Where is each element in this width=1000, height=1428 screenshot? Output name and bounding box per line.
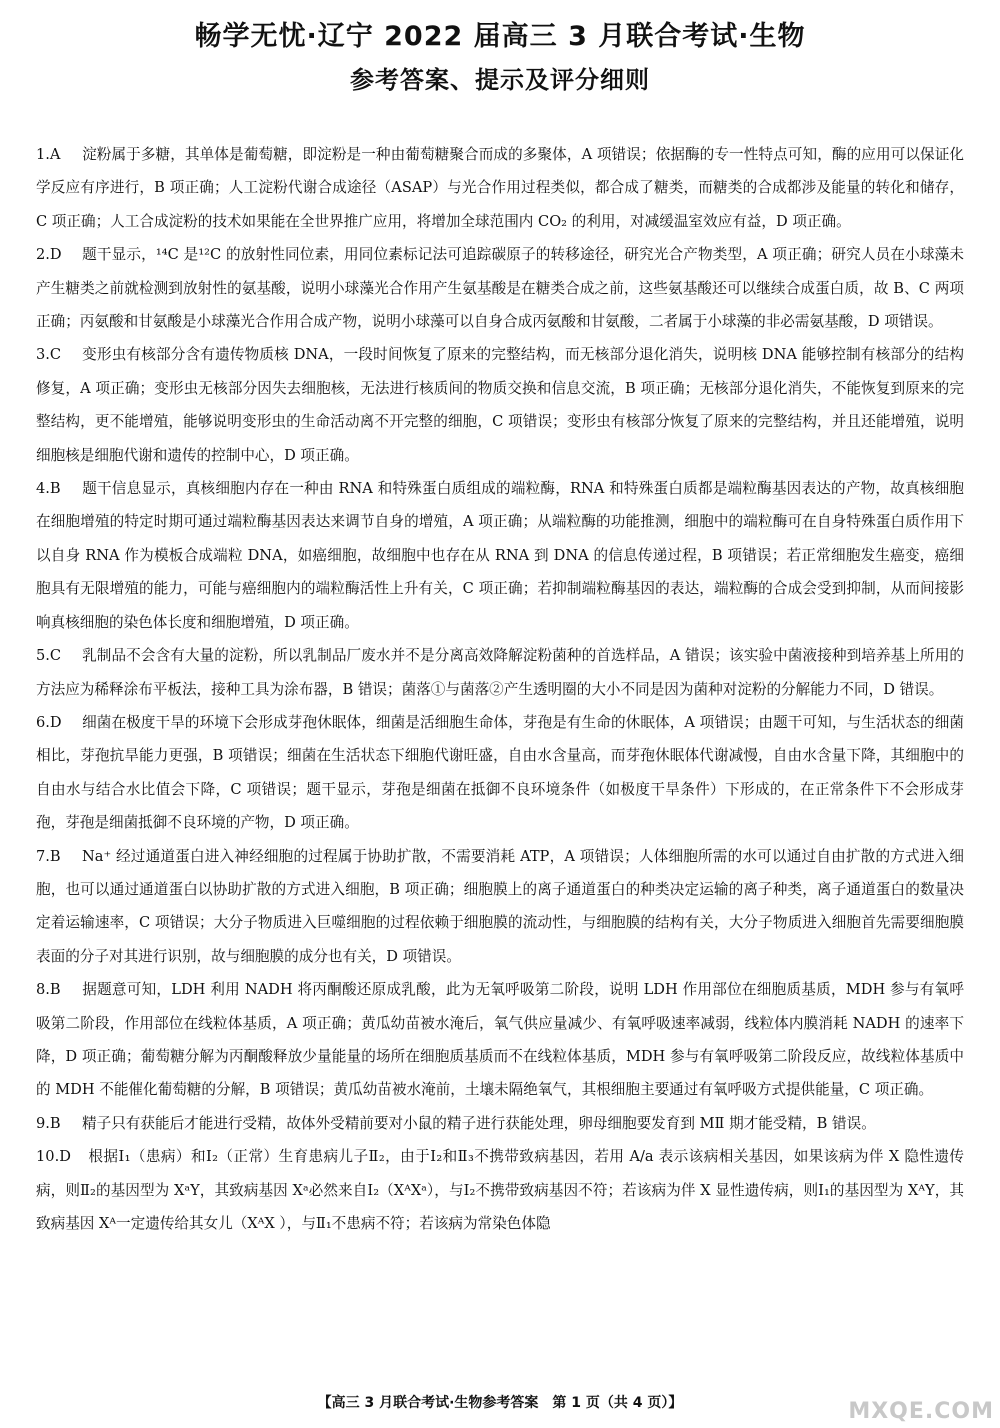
answer-text: 根据Ⅰ₁（患病）和Ⅰ₂（正常）生育患病儿子Ⅱ₂，由于Ⅰ₂和Ⅱ₃不携带致病基因，若用 A/a 表示该病相关基因，如果该病为伴 X 隐性遗传病，则Ⅱ₂的基因型为 XᵃY，其致病基因 Xᵃ必然来自Ⅰ₂（XᴬXᵃ），与Ⅰ₂不携带致病基因不符；若该病为伴 X 显性遗传病，则Ⅰ₁的基因型为 XᴬY，其致病基因 Xᴬ一定遗传给其女儿（XᴬX ），与Ⅱ₁不患病不符；若该病为常染色体隐: [36, 1148, 964, 1232]
answer-number: 9.B: [36, 1114, 61, 1132]
answer-number: 7.B: [36, 847, 61, 865]
answer-text: 乳制品不会含有大量的淀粉，所以乳制品厂废水并不是分离高效降解淀粉菌种的首选样品，A 错误；该实验中菌液接种到培养基上所用的方法应为稀释涂布平板法，接种工具为涂布器，B 错误；菌落①与菌落②产生透明圈的大小不同是因为菌种对淀粉的分解能力不同，D 错误。: [36, 647, 964, 698]
answers-list: [36, 138, 964, 1240]
answer-number: 2.D: [36, 246, 62, 264]
answer-text: Na⁺ 经过通道蛋白进入神经细胞的过程属于协助扩散，不需要消耗 ATP，A 项错误；人体细胞所需的水可以通过自由扩散的方式进入细胞，也可以通过通道蛋白以协助扩散的方式进入细胞，B 项正确；细胞膜上的离子通道蛋白的种类决定运输的离子种类，离子通道蛋白的数量决定着运输速率，C 项错误；大分子物质进入巨噬细胞的过程依赖于细胞膜的流动性，与细胞膜的结构有关，大分子物质进入细胞首先需要细胞膜表面的分子对其进行识别，故与细胞膜的成分也有关，D 项错误。: [36, 847, 964, 965]
answer-number: 8.B: [36, 981, 61, 999]
answer-item-5: [36, 639, 964, 706]
answer-number: 10.D: [36, 1148, 71, 1166]
answer-text: 变形虫有核部分含有遗传物质核 DNA，一段时间恢复了原来的完整结构，而无核部分退化消失，说明核 DNA 能够控制有核部分的结构修复，A 项正确；变形虫无核部分因失去细胞核，无法进行核质间的物质交换和信息交流，B 项正确；无核部分退化消失，不能恢复到原来的完整结构，更不能增殖，能够说明变形虫的生命活动离不开完整的细胞，C 项错误；变形虫有核部分恢复了原来的完整结构，并且还能增殖，说明细胞核是细胞代谢和遗传的控制中心，D 项正确。: [36, 346, 964, 464]
site-watermark: MXQE.COM: [848, 1399, 994, 1424]
answer-number: 1.A: [36, 146, 61, 163]
answer-item-10: [36, 1140, 964, 1240]
answer-item-1: [36, 138, 964, 238]
answer-text: 淀粉属于多糖，其单体是葡萄糖，即淀粉是一种由葡萄糖聚合而成的多聚体，A 项错误；依据酶的专一性特点可知，酶的应用可以保证化学反应有序进行，B 项正确；人工淀粉代谢合成途径（ASAP）与光合作用过程类似，都合成了糖类，而糖类的合成都涉及能量的转化和储存，C 项正确；人工合成淀粉的技术如果能在全世界推广应用，将增加全球范围内 CO₂ 的利用，对减缓温室效应有益，D 项正确。: [36, 146, 964, 230]
answer-text: 精子只有获能后才能进行受精，故体外受精前要对小鼠的精子进行获能处理，卵母细胞要发育到 MⅡ 期才能受精，B 错误。: [82, 1114, 876, 1132]
answer-number: 6.D: [36, 713, 62, 731]
answer-item-9: [36, 1107, 964, 1140]
page-subtitle: 参考答案、提示及评分细则: [350, 66, 650, 94]
page-footer: 【高三 3 月联合考试·生物参考答案 第 1 页（共 4 页）】: [317, 1395, 683, 1411]
answer-item-3: [36, 338, 964, 472]
answer-number: 5.C: [36, 647, 62, 665]
answer-item-4: [36, 472, 964, 639]
page-title: 畅学无忧·辽宁 2022 届高三 3 月联合考试·生物: [194, 21, 806, 52]
answer-item-8: [36, 973, 964, 1107]
answer-text: 细菌在极度干旱的环境下会形成芽孢休眠体，细菌是活细胞生命体，芽孢是有生命的休眠体，A 项错误；由题干可知，与生活状态的细菌相比，芽孢抗旱能力更强，B 项错误；细菌在生活状态下细胞代谢旺盛，自由水含量高，而芽孢休眠体代谢减慢，自由水含量下降，其细胞中的自由水与结合水比值会下降，C 项错误；题干显示，芽孢是细菌在抵御不良环境条件（如极度干旱条件）下形成的，在正常条件下不会形成芽孢，芽孢是细菌抵御不良环境的产物，D 项正确。: [36, 713, 964, 832]
answer-number: 3.C: [36, 346, 62, 364]
answer-number: 4.B: [36, 480, 61, 498]
answer-text: 题干信息显示，真核细胞内存在一种由 RNA 和特殊蛋白质组成的端粒酶，RNA 和特殊蛋白质都是端粒酶基因表达的产物，故真核细胞在细胞增殖的特定时期可通过端粒酶基因表达来调节自身的增殖，A 项正确；从端粒酶的功能推测，细胞中的端粒酶可在自身特殊蛋白质作用下以自身 RNA 作为模板合成端粒 DNA，如癌细胞，故细胞中也存在从 RNA 到 DNA 的信息传递过程，B 项错误；若正常细胞发生癌变，癌细胞具有无限增殖的能力，可能与癌细胞内的端粒酶活性上升有关，C 项正确；若抑制端粒酶基因的表达，端粒酶的合成会受到抑制，从而间接影响真核细胞的染色体长度和细胞增殖，D 项正确。: [36, 480, 964, 631]
answer-item-6: [36, 706, 964, 840]
answer-text: 据题意可知，LDH 利用 NADH 将丙酮酸还原成乳酸，此为无氧呼吸第二阶段，说明 LDH 作用部位在细胞质基质，MDH 参与有氧呼吸第二阶段，作用部位在线粒体基质，A 项正确；黄瓜幼苗被水淹后，氧气供应量减少、有氧呼吸速率减弱，线粒体内膜消耗 NADH 的速率下降，D 项正确；葡萄糖分解为丙酮酸释放少量能量的场所在细胞质基质而不在线粒体基质，MDH 参与有氧呼吸第二阶段反应，故线粒体基质中的 MDH 不能催化葡萄糖的分解，B 项错误；黄瓜幼苗被水淹前，土壤未隔绝氧气，其根细胞主要通过有氧呼吸方式提供能量，C 项正确。: [36, 981, 964, 1099]
answer-item-7: [36, 840, 964, 974]
answer-text: 题干显示，¹⁴C 是¹²C 的放射性同位素，用同位素标记法可追踪碳原子的转移途径，研究光合产物类型，A 项正确；研究人员在小球藻未产生糖类之前就检测到放射性的氨基酸，说明小球藻光合作用产生氨基酸是在糖类合成之前，这些氨基酸还可以继续合成蛋白质，故 B、C 两项正确；丙氨酸和甘氨酸是小球藻光合作用合成产物，说明小球藻可以自身合成丙氨酸和甘氨酸，二者属于小球藻的非必需氨基酸，D 项错误。: [36, 246, 964, 331]
answer-item-2: [36, 238, 964, 338]
